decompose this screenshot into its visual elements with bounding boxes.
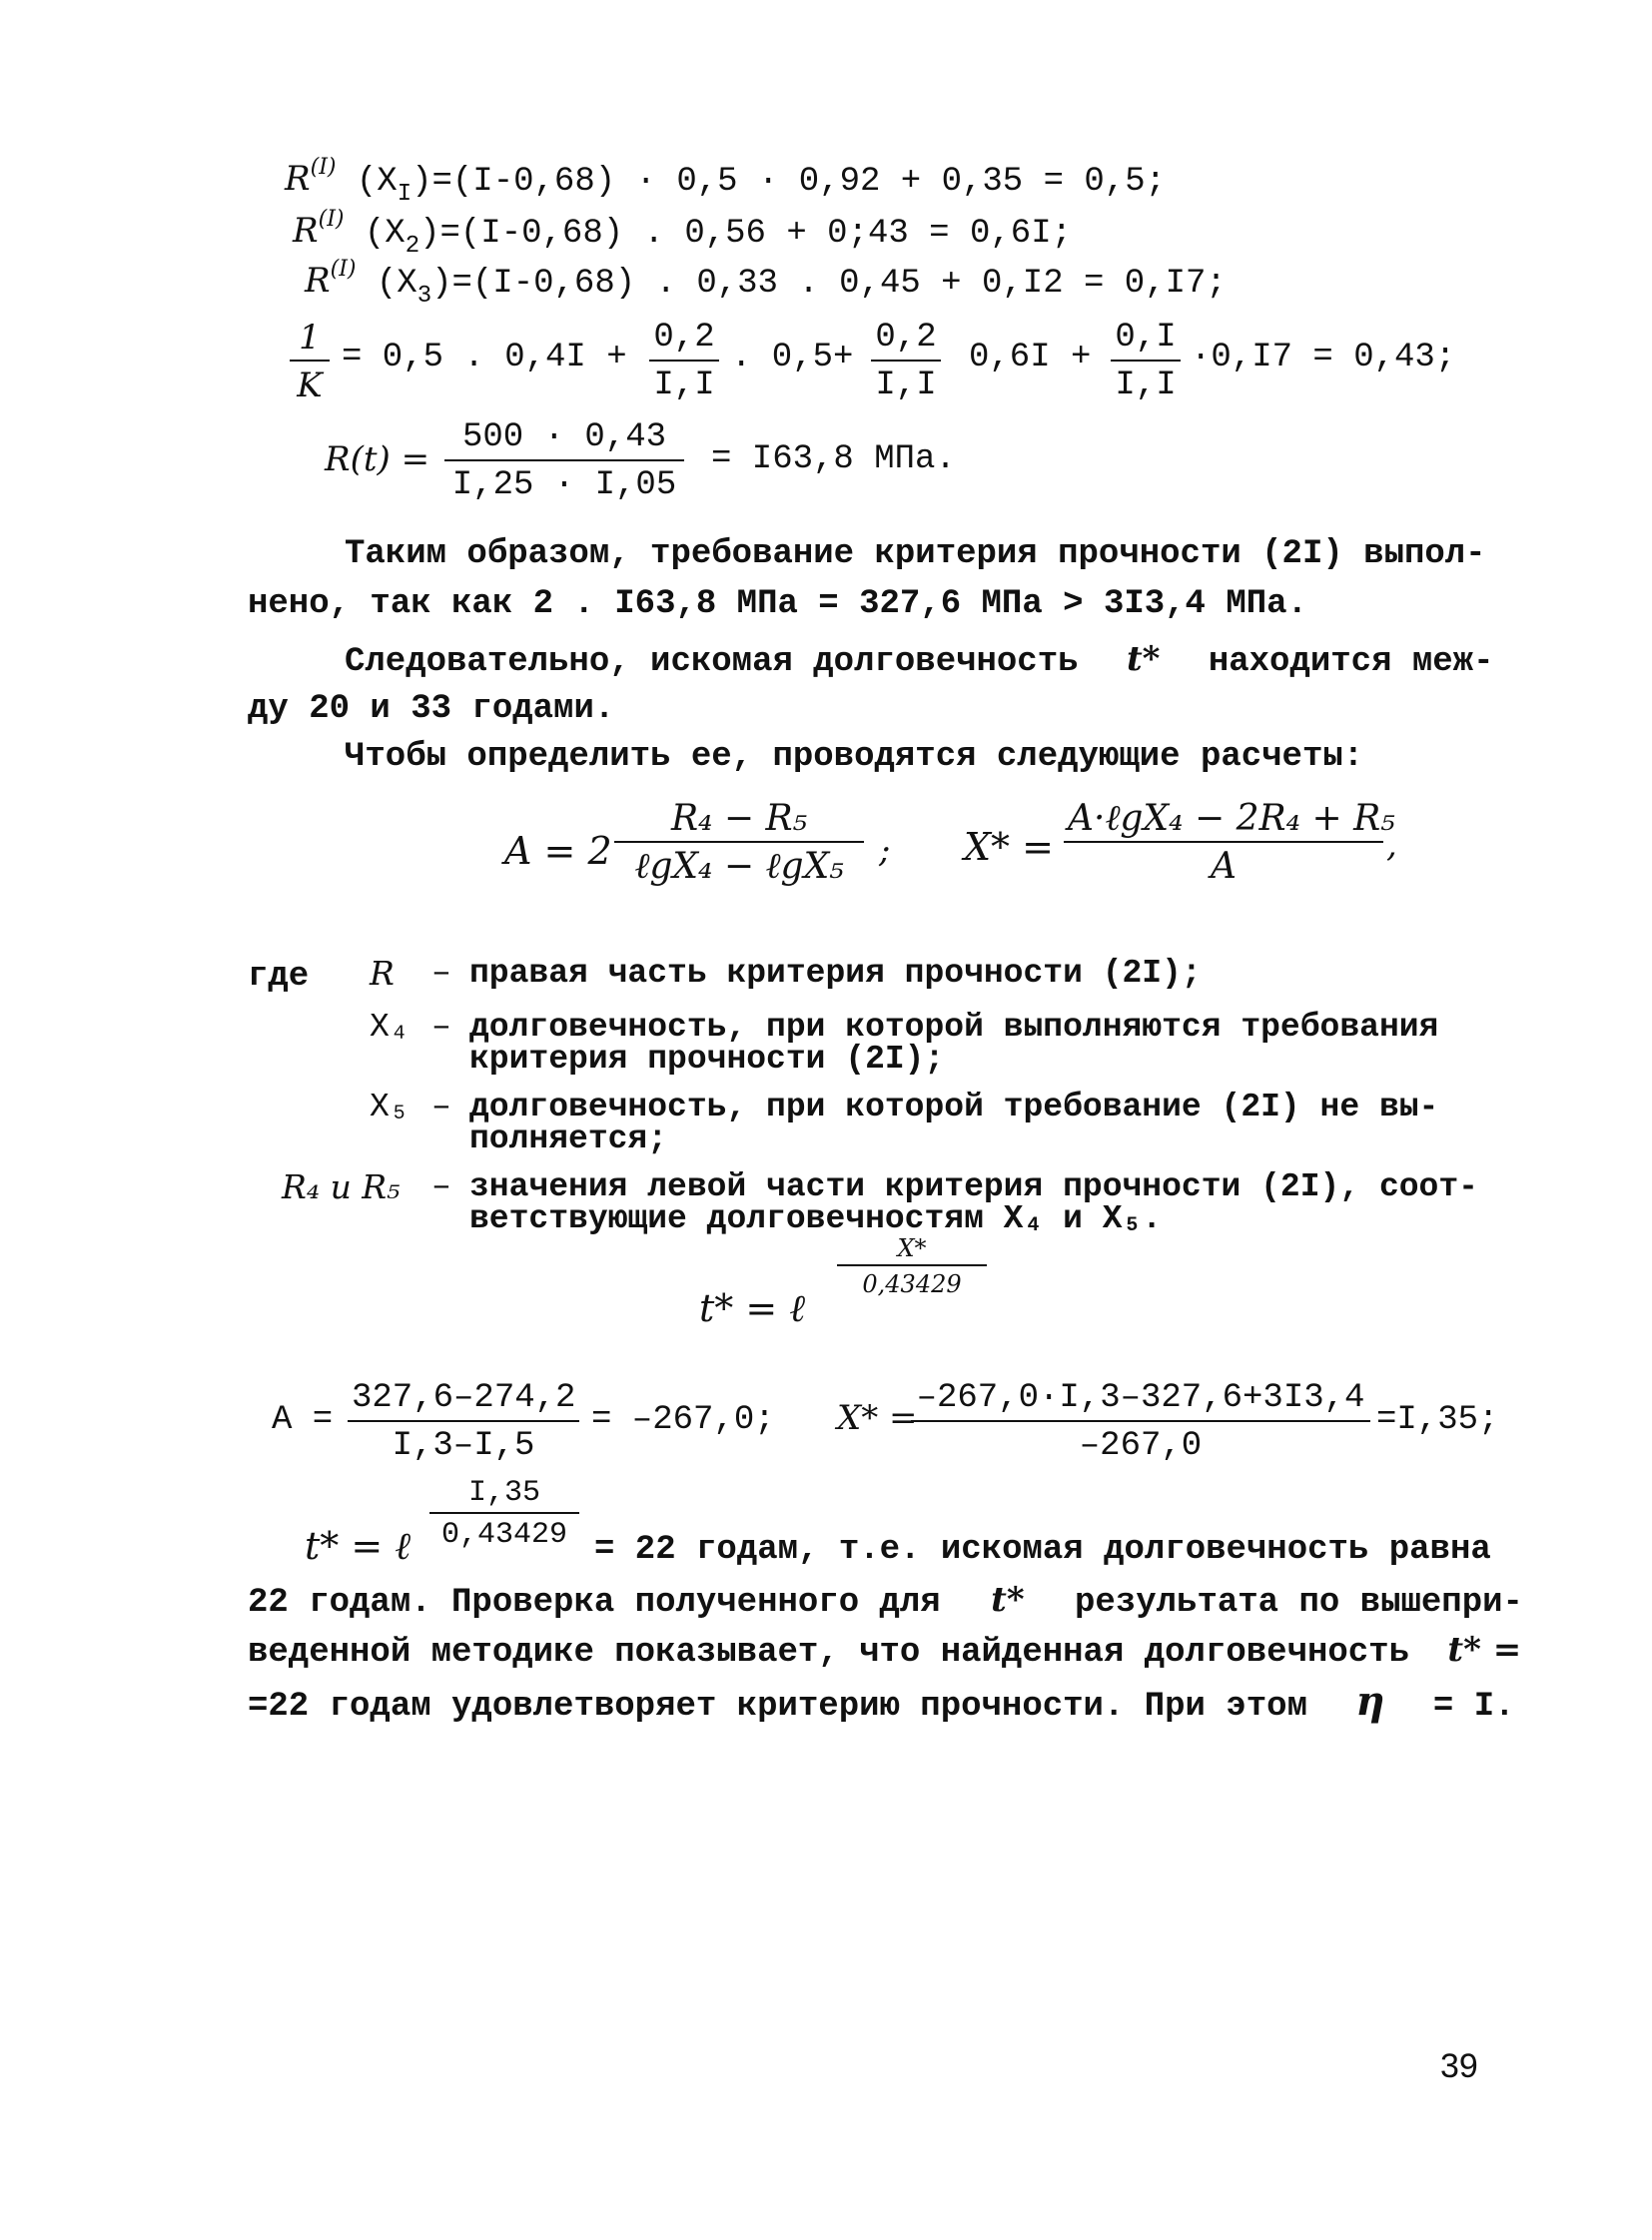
- fraction-formula-x: A·ℓgX₄ − 2R₄ + R₅ A: [1064, 799, 1383, 887]
- paragraph-2-line-2: ду 20 и 33 годами.: [248, 690, 615, 728]
- formula-t-exponent: $\frac{X*}{0,43429}$: [837, 1234, 987, 1298]
- formula-x-tail: ,: [1386, 825, 1397, 865]
- calc-t-line-3: веденной методике показывает, что найденная долговечность t* =: [248, 1630, 1522, 1672]
- calc-t-line-2: 22 годам. Проверка полученного для t* результата по вышепри-: [248, 1580, 1523, 1622]
- equation-k-part4: ·0,I7 = 0,43;: [1191, 339, 1456, 376]
- equation-r3: $R^{(I)}$ $(X_3)=(I-0,68)$ . 0,33 . 0,45 + 0,I2 = 0,I7;: [305, 257, 1227, 310]
- formula-a-lhs: A = 2: [504, 829, 612, 873]
- calc-t-line-4: =22 годам удовлетворяет критерию прочности. При этом η = I.: [248, 1678, 1515, 1726]
- calc-t-lhs: t* = ℓ: [305, 1524, 412, 1568]
- definition-dash: –: [431, 1168, 451, 1205]
- definitions-where: где: [248, 958, 310, 996]
- formula-a-separator: ;: [879, 831, 891, 871]
- definition-dash: –: [431, 1009, 451, 1046]
- equation-k-part1: = 0,5 . 0,4I +: [342, 339, 627, 376]
- fraction-calc-a: $\frac{327,6-274,2}{I,3-I,5}$: [348, 1378, 579, 1466]
- definition-item: R: [370, 954, 395, 993]
- definition-text: правая часть критерия прочности (2I);: [469, 955, 1202, 992]
- definition-item: R₄ и R₅: [282, 1167, 401, 1206]
- calc-a-lhs: A =: [272, 1401, 334, 1439]
- paragraph-1-line-1: Таким образом, требование критерия прочности (2I) выпол-: [345, 535, 1486, 573]
- fraction-rt: $\frac{500 \cdot 0,43}{I,25 \cdot I,05}$: [444, 417, 684, 505]
- definition-dash: –: [431, 955, 451, 992]
- fraction-formula-a: R₄ − R₅ ℓgX₄ − ℓgX₅: [614, 799, 864, 887]
- definition-dash: –: [431, 1089, 451, 1125]
- calc-t-exponent: $\frac{I,35}{0,43429}$: [429, 1476, 579, 1552]
- page-number: 39: [1440, 2047, 1478, 2085]
- definition-text-continued: ветствующие долговечностям X₄ и X₅.: [469, 1200, 1163, 1237]
- paragraph-2-line-1: Следовательно, искомая долговечность t* находится меж-: [345, 639, 1494, 681]
- equation-r1: $R^{(I)}$ $(X_I)=(I-0,68) \cdot 0,5 \cdot 0,92 + 0,35 = 0,5$;: [285, 155, 1167, 208]
- definition-text: значения левой части критерия прочности (2I), соот-: [469, 1168, 1478, 1205]
- definition-text: долговечность, при которой требование (2I) не вы-: [469, 1089, 1439, 1125]
- definition-item: X₅: [370, 1089, 410, 1125]
- equation-k-part2: . 0,5+: [731, 339, 854, 376]
- equation-r2: $R^{(I)}$ $(X_2)=(I-0,68)$ . 0,56 + 0;43 = 0,6I;: [293, 207, 1072, 260]
- definition-text-continued: критерия прочности (2I);: [469, 1041, 945, 1078]
- definition-text: долговечность, при которой выполняются требования: [469, 1009, 1439, 1046]
- equation-rt-rhs: = I63,8 МПа.: [711, 440, 956, 478]
- fraction-k-2: $\frac{0,2}{I,I}$: [871, 318, 941, 405]
- calc-t-line-1: = 22 годам, т.е. искомая долговечность равна: [594, 1531, 1491, 1569]
- equation-rt-lhs: R(t) =: [325, 439, 430, 479]
- definition-text-continued: полняется;: [469, 1120, 668, 1157]
- definition-item: X₄: [370, 1009, 410, 1046]
- paragraph-3-line-1: Чтобы определить ее, проводятся следующие расчеты:: [345, 738, 1364, 776]
- fraction-1-over-k: $\frac{1}{K}$: [290, 318, 330, 405]
- paragraph-1-line-2: нено, так как 2 . I63,8 МПа = 327,6 МПа > 3I3,4 МПа.: [248, 585, 1307, 623]
- fraction-k-3: $\frac{0,I}{I,I}$: [1111, 318, 1181, 405]
- equation-k-part3: 0,6I +: [969, 339, 1092, 376]
- calc-a-result: = –267,0;: [591, 1401, 775, 1439]
- fraction-k-1: $\frac{0,2}{I,I}$: [649, 318, 719, 405]
- calc-x-result: =I,35;: [1376, 1401, 1499, 1439]
- formula-x-lhs: X* =: [964, 825, 1054, 869]
- fraction-calc-x: $\frac{-267,0\cdot I,3-327,6+3I3,4}{-267,0}$: [911, 1378, 1370, 1466]
- formula-t-lhs: t* = ℓ: [699, 1286, 806, 1330]
- calc-x-lhs: X* =: [837, 1398, 918, 1438]
